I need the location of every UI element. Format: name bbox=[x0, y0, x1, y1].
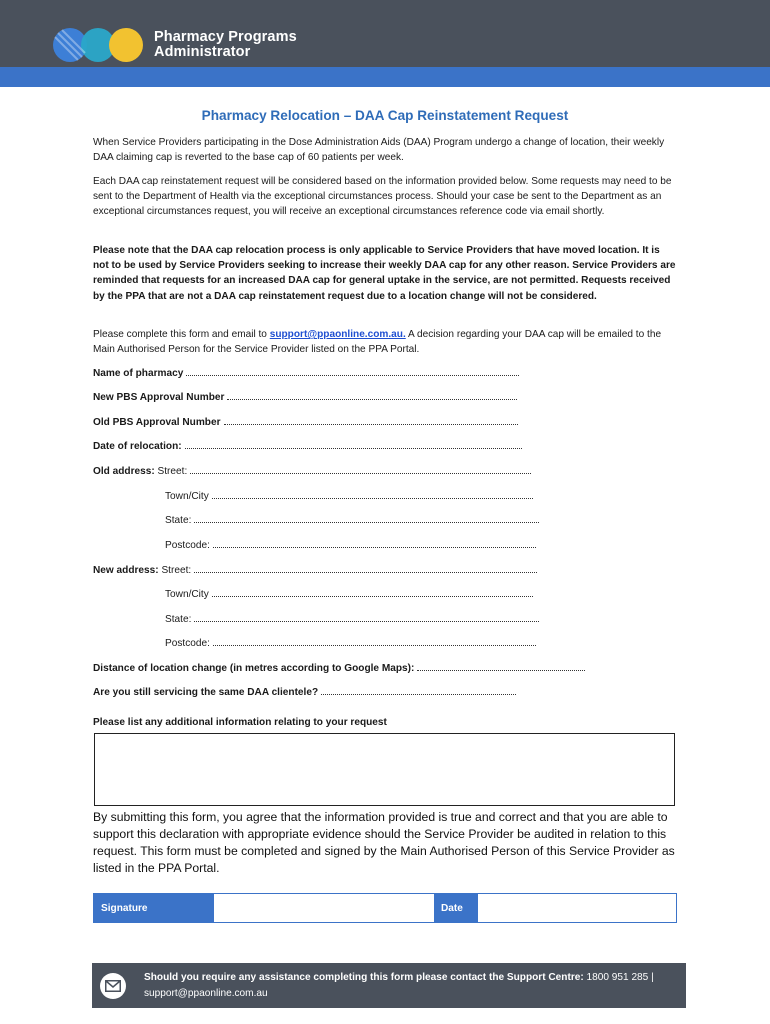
pharmacy-name-input-line[interactable] bbox=[186, 367, 519, 376]
page-header bbox=[0, 0, 770, 67]
logo-line-1: Pharmacy Programs bbox=[154, 29, 297, 45]
signature-input-cell[interactable] bbox=[214, 894, 435, 922]
eligibility-notice: Please note that the DAA cap relocation process is only applicable to Service Providers that have moved location. It is not to be used by Service Providers seeking to increase their weekly DAA cap for any other reason. Service Providers are reminded that requests for an increased DAA cap for general uptake in the service, are not permitted. Requests received by the PPA that are not a DAA cap reinstatement request due to a location change will not be considered. bbox=[93, 245, 676, 302]
relocation-date-input-line[interactable] bbox=[185, 440, 522, 449]
signature-table bbox=[93, 893, 677, 923]
same-clientele-field[interactable] bbox=[93, 686, 516, 700]
date-label: Date bbox=[435, 894, 478, 922]
intro-paragraph-1: When Service Providers participating in the Dose Administration Aids (DAA) Program undergo a change of location, their weekly DAA claiming cap is reverted to the base cap of 60 patients per week. bbox=[93, 137, 665, 164]
new-town-field[interactable] bbox=[165, 588, 533, 602]
old-town-input-line[interactable] bbox=[212, 490, 533, 499]
instructions-text-end: A decision regarding your DAA cap will be emailed to the Main Authorised Person for the Service Provider listed on the PPA Portal. bbox=[93, 329, 662, 356]
pharmacy-name-field[interactable] bbox=[93, 367, 519, 381]
form-title: Pharmacy Relocation – DAA Cap Reinstatement Request bbox=[201, 108, 569, 123]
old-pbs-label: Old PBS Approval Number bbox=[93, 417, 221, 428]
old-address-label: Old address: bbox=[93, 466, 155, 477]
additional-info-label: Please list any additional information relating to your request bbox=[93, 717, 387, 728]
old-postcode-label: Postcode: bbox=[165, 540, 210, 551]
signature-label: Signature bbox=[94, 894, 214, 922]
new-state-label: State: bbox=[165, 614, 192, 625]
logo-line-2: Administrator bbox=[154, 44, 251, 60]
new-pbs-field[interactable] bbox=[93, 391, 517, 405]
old-postcode-input-line[interactable] bbox=[213, 539, 536, 548]
new-postcode-input-line[interactable] bbox=[213, 637, 536, 646]
old-pbs-field[interactable] bbox=[93, 416, 518, 430]
relocation-date-field[interactable] bbox=[93, 440, 522, 454]
header-stripe bbox=[0, 67, 770, 87]
old-town-label: Town/City bbox=[165, 491, 209, 502]
date-input-cell[interactable] bbox=[478, 894, 676, 922]
support-contact-details: 1800 951 285 | support@ppaonline.com.au bbox=[144, 972, 654, 999]
additional-info-textarea[interactable] bbox=[94, 733, 675, 806]
new-postcode-label: Postcode: bbox=[165, 638, 210, 649]
old-postcode-field[interactable] bbox=[165, 539, 536, 553]
distance-field[interactable] bbox=[93, 662, 585, 676]
distance-label: Distance of location change (in metres according to Google Maps): bbox=[93, 663, 415, 674]
old-street-label: Street: bbox=[157, 466, 188, 477]
additional-info-heading bbox=[93, 716, 387, 730]
same-clientele-label: Are you still servicing the same DAA clientele? bbox=[93, 687, 319, 698]
new-state-input-line[interactable] bbox=[194, 613, 539, 622]
new-town-label: Town/City bbox=[165, 589, 209, 600]
old-pbs-input-line[interactable] bbox=[224, 416, 518, 425]
new-town-input-line[interactable] bbox=[212, 588, 533, 597]
submission-instructions bbox=[93, 327, 678, 357]
ppa-logo bbox=[52, 27, 297, 63]
support-footer bbox=[92, 963, 686, 1008]
intro-paragraph-2: Each DAA cap reinstatement request will be considered based on the information provided below. Some requests may need to be sent to the Department of Health via the exceptional circumstances process. Should your case be sent to the Department as an exceptional circumstances request, you will receive an exceptional circumstances reference code via email shortly. bbox=[93, 176, 672, 218]
logo-text bbox=[154, 30, 297, 60]
relocation-date-label: Date of relocation: bbox=[93, 441, 182, 452]
same-clientele-input-line[interactable] bbox=[321, 686, 516, 695]
support-prompt: Should you require any assistance completing this form please contact the Support Centre: bbox=[144, 972, 584, 983]
new-street-input-line[interactable] bbox=[194, 564, 537, 573]
new-pbs-input-line[interactable] bbox=[227, 391, 517, 400]
instructions-text-start: Please complete this form and email to bbox=[93, 329, 270, 340]
support-contact-text bbox=[144, 970, 674, 1001]
new-pbs-label: New PBS Approval Number bbox=[93, 392, 225, 403]
pharmacy-name-label: Name of pharmacy bbox=[93, 368, 184, 379]
old-street-input-line[interactable] bbox=[190, 465, 531, 474]
support-email-link[interactable]: support@ppaonline.com.au. bbox=[269, 329, 406, 340]
new-address-label: New address: bbox=[93, 565, 159, 576]
old-town-field[interactable] bbox=[165, 490, 533, 504]
old-state-field[interactable] bbox=[165, 514, 539, 528]
new-address-street-field[interactable] bbox=[93, 564, 537, 578]
distance-input-line[interactable] bbox=[417, 662, 585, 671]
old-state-label: State: bbox=[165, 515, 192, 526]
old-state-input-line[interactable] bbox=[194, 514, 539, 523]
new-postcode-field[interactable] bbox=[165, 637, 536, 651]
ppa-logo-icon bbox=[52, 27, 146, 63]
new-state-field[interactable] bbox=[165, 613, 539, 627]
mail-icon bbox=[100, 973, 126, 999]
new-street-label: Street: bbox=[161, 565, 192, 576]
declaration-text: By submitting this form, you agree that the information provided is true and correct and that you are able to support this declaration with appropriate evidence should the Service Provider be audited in relation to this request. This form must be completed and signed by the Main Authorised Person of this Service Provider as listed in the PPA Portal. bbox=[93, 810, 675, 875]
old-address-street-field[interactable] bbox=[93, 465, 531, 479]
